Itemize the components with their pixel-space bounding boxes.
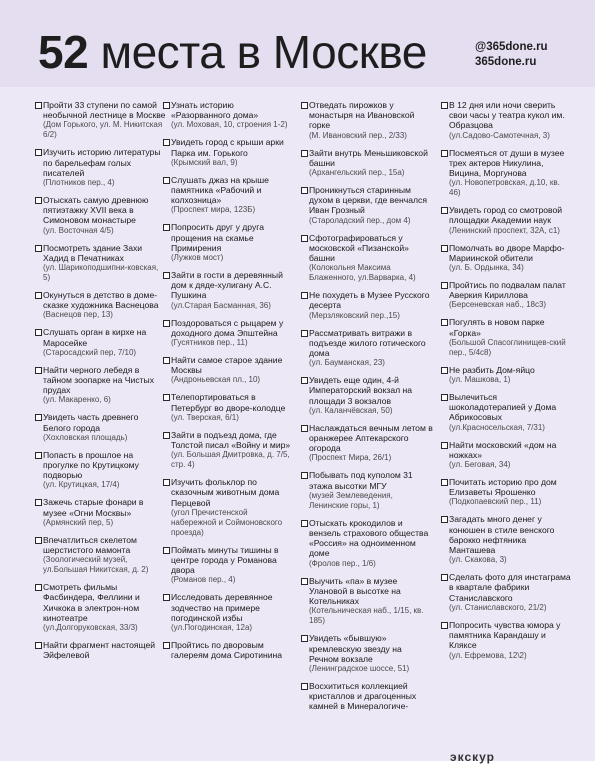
checklist-item [35, 195, 167, 236]
item-text: Слушать джаз на крыше памятника «Рабочий и колхозница» [171, 174, 269, 206]
item-address: (Андроньевская пл., 10) [171, 375, 261, 385]
checkbox[interactable] [301, 187, 308, 194]
checkbox[interactable] [441, 102, 448, 109]
item-address: (ул. Станиславского, 21/2) [449, 602, 547, 612]
item-text: Пройтись по дворовым галереям дома Сиротинина [171, 640, 283, 661]
item-address: (ул. Шарикоподшипни-ковская, 5) [43, 263, 159, 283]
item-text: Найти московский «дом на ножках» [449, 439, 557, 460]
checkbox[interactable] [301, 520, 308, 527]
checkbox[interactable] [163, 177, 170, 184]
checkbox[interactable] [163, 272, 170, 279]
item-address: (Котельническая наб., 1/15, кв. 185) [309, 606, 424, 626]
item-address: (ул.Погодинская, 12а) [171, 623, 253, 633]
checklist-item [163, 640, 295, 660]
checkbox[interactable] [301, 472, 308, 479]
item-text: Слушать орган в кирхе на Маросейке [43, 327, 147, 348]
item-text: Попросить друг у друга прощения на скамье Примирения [171, 222, 264, 253]
item-text: Отведать пирожков у монастыря на Ивановской горке [309, 100, 415, 131]
item-address: (музей Землеведения, Ленинские горы, 1) [309, 490, 393, 510]
item-address: (Армянский пер, 5) [43, 517, 114, 527]
item-address: (Васнецов пер, 13) [43, 310, 113, 320]
item-address: (Архангельский пер., 15а) [309, 168, 405, 178]
item-address: (ул. Восточная 4/5) [43, 225, 114, 235]
item-text: Восхититься коллекцией кристаллов и драгоценных камней в Минералогиче- [309, 680, 417, 712]
checkbox[interactable] [163, 642, 170, 649]
item-address: (Ленинградское шоссе, 51) [309, 663, 410, 673]
checkbox[interactable] [163, 479, 170, 486]
checkbox[interactable] [441, 207, 448, 214]
checklist-item [35, 535, 167, 575]
checklist-item [35, 640, 167, 660]
checkbox[interactable] [441, 282, 448, 289]
checkbox[interactable] [163, 432, 170, 439]
item-text: Вылечиться шоколадотерапией у Дома Абрикосовых [449, 392, 557, 423]
checklist-item [301, 185, 433, 226]
checklist-item [301, 576, 433, 627]
item-text: Увидеть часть древнего Белого города [43, 412, 139, 433]
checklist-item [35, 327, 167, 357]
checkbox[interactable] [301, 377, 308, 384]
item-text: Исследовать деревянное зодчество на примере погодинской избы [171, 592, 273, 623]
item-text: Пройтись по подвалам палат Аверкия Кириллова [449, 280, 566, 301]
item-text: Проникнуться старинным духом в церкви, где венчался Иван Грозный [309, 185, 427, 216]
checklist-item [301, 518, 433, 569]
item-address: (Колокольня Максима Блаженного, ул.Варварка, 4) [309, 263, 416, 283]
checkbox[interactable] [441, 319, 448, 326]
checkbox[interactable] [301, 578, 308, 585]
checkbox[interactable] [35, 329, 42, 336]
checklist-item [301, 470, 433, 510]
item-address: (Плотников пер., 4) [43, 178, 115, 188]
item-text: Увидеть еще один, 4-й Императорский вокзал на площади 3 вокзалов [309, 375, 413, 406]
item-text: Увидеть город с крыши арки Парка им. Горького [171, 137, 284, 158]
checklist-item [301, 423, 433, 464]
checkbox[interactable] [441, 150, 448, 157]
item-text: Смотреть фильмы Фасбиндера, Феллини и Хичкока в электрон-ном кинотеатре [43, 582, 140, 623]
item-text: Найти черного лебедя в тайном зоопарке на Чистых прудах [43, 364, 155, 396]
checklist-item [441, 317, 573, 357]
item-text: Посмеяться от души в музее трех актеров Никулина, Вицина, Моргунова [449, 147, 565, 179]
checkbox[interactable] [301, 683, 308, 690]
header-banner [0, 0, 595, 87]
item-text: Почитать историю про дом Елизаветы Ярошенко [449, 477, 557, 498]
checklist-item [163, 545, 295, 586]
checkbox[interactable] [301, 635, 308, 642]
item-address: (ул.Долгоруковская, 33/3) [43, 623, 138, 633]
checkbox[interactable] [301, 235, 308, 242]
checklist-item [441, 477, 573, 507]
checklist-item [441, 365, 573, 385]
item-text: Увидеть «бывшую» кремлевскую звезду на Речном вокзале [309, 633, 402, 664]
item-text: Отыскать крокодилов и вензель страхового общества «Россия» на одноименном доме [309, 517, 429, 559]
site-handles [475, 40, 548, 70]
item-text: Зайти внутрь Меньшиковской башни [309, 147, 428, 168]
item-address: (Мерзляковский пер.,15) [309, 310, 400, 320]
item-text: Рассматривать витражи в подъезде жилого готического дома [309, 327, 426, 359]
item-address: (ул. Большая Дмитровка, д. 7/5, стр. 4) [171, 450, 290, 470]
checkbox[interactable] [35, 452, 42, 459]
checkbox[interactable] [441, 394, 448, 401]
instagram-handle[interactable]: @365done.ru [475, 41, 548, 53]
title-text: места в Москве [88, 26, 427, 78]
item-address: (Гусятников пер., 11) [171, 338, 248, 348]
item-address: (Романов пер., 4) [171, 575, 236, 585]
item-address: (ул. Крутицкая, 17/4) [43, 480, 120, 490]
checkbox[interactable] [441, 574, 448, 581]
checkbox[interactable] [301, 150, 308, 157]
item-address: (ул. Беговая, 34) [449, 460, 511, 470]
item-address: (Дом Горького, ул. М. Никитская 6/2) [43, 120, 163, 140]
item-text: Изучить фольклор по сказочным животным дома Перцевой [171, 477, 280, 508]
checklist-item [441, 100, 573, 141]
item-address: (Старосадский пер, 7/10) [43, 347, 137, 357]
checklist-item [301, 328, 433, 369]
checkbox[interactable] [35, 245, 42, 252]
item-text: Поймать минуты тишины в центре города у Романова двора [171, 544, 279, 576]
item-text: Найти фрагмент настоящей Эйфелевой [43, 640, 156, 661]
item-address: (М. Ивановский пер., 2/33) [309, 130, 407, 140]
item-text: Пройти 33 ступени по самой необычной лестнице в Москве [43, 100, 166, 121]
item-address: (Староладский пер., дом 4) [309, 215, 411, 225]
checkbox[interactable] [163, 102, 170, 109]
checklist-item [441, 205, 573, 235]
checklist-item [441, 572, 573, 613]
item-text: Найти самое старое здание Москвы [171, 355, 283, 376]
item-text: Отыскать самую древнюю пятиэтажку XVII века в Симоновом монастыре [43, 195, 149, 226]
item-text: В 12 дня или ночи сверить свои часы у театра кукол им. Образцова [449, 100, 565, 131]
checkbox[interactable] [35, 642, 42, 649]
item-text: Зажечь старые фонари в музее «Огни Москвы» [43, 497, 144, 518]
item-address: (ул. Моховая, 10, строения 1-2) [171, 120, 288, 130]
checklist-item [441, 280, 573, 310]
checkbox[interactable] [163, 547, 170, 554]
checkbox[interactable] [35, 584, 42, 591]
item-address: (Ленинский проспект, 32А, с1) [449, 225, 560, 235]
item-text: Наслаждаться вечным летом в оранжерее Аптекарского огорода [309, 422, 433, 454]
checkbox[interactable] [35, 102, 42, 109]
item-address: (ул. Новопетровская, д.10, кв. 46) [449, 178, 560, 198]
item-text: Окунуться в детство в доме-сказке художника Васнецова [43, 290, 159, 311]
site-link[interactable]: 365done.ru [475, 56, 537, 68]
item-text: Попасть в прошлое на прогулке по Крутицкому подворью [43, 449, 139, 481]
item-text: Погулять в новом парке «Горка» [449, 317, 545, 338]
checklist-item [163, 318, 295, 348]
checklist-item [163, 222, 295, 263]
item-text: Посмотреть здание Захи Хадид в Печатниках [43, 242, 143, 263]
item-address: (ул. Каланчёвская, 50) [309, 405, 393, 415]
checklist-item [441, 440, 573, 470]
item-text: Узнать историю «Разорванного дома» [171, 100, 259, 121]
checklist-item [35, 290, 167, 320]
checklist-item [441, 620, 573, 661]
item-text: Впечатлиться скелетом шерстистого мамонта [43, 534, 137, 556]
checkbox[interactable] [163, 139, 170, 146]
item-text: Сделать фото для инстаграма в квартале фабрики Станиславского [449, 572, 571, 603]
checkbox[interactable] [35, 149, 42, 156]
checkbox[interactable] [163, 594, 170, 601]
item-text: Зайти в гости в деревянный дом к дяде-хулигану А.С. Пушкина [171, 270, 283, 301]
checkbox[interactable] [441, 622, 448, 629]
checkbox[interactable] [301, 292, 308, 299]
checklist-column-1 [35, 100, 167, 668]
item-address: (ул.Красносельская, 7/31) [449, 422, 545, 432]
checkbox[interactable] [35, 197, 42, 204]
checkbox[interactable] [163, 320, 170, 327]
checklist-item [35, 243, 167, 283]
item-address: (Берсеневская наб., 18с3) [449, 300, 547, 310]
checklist-column-2 [163, 100, 295, 668]
item-address: (ул. Макаренко, 6) [43, 395, 111, 405]
checkbox[interactable] [301, 330, 308, 337]
item-text: Сфотографироваться у московской «Пизанской» башни [309, 232, 409, 264]
checklist-item [163, 137, 295, 167]
checklist-item [301, 233, 433, 284]
checkbox[interactable] [35, 367, 42, 374]
checklist-item [35, 365, 167, 406]
checklist-item [441, 148, 573, 199]
checklist-item [35, 450, 167, 491]
checklist-item [441, 514, 573, 565]
checkbox[interactable] [35, 292, 42, 299]
item-address: (ул. Тверская, 6/1) [171, 412, 239, 422]
checkbox[interactable] [35, 499, 42, 506]
checklist-item [441, 392, 573, 433]
item-address: (угол Пречистенской набережной и Соймоновского проезда) [171, 507, 283, 537]
checkbox[interactable] [301, 425, 308, 432]
checklist-item [301, 681, 433, 712]
checkbox[interactable] [163, 224, 170, 231]
checkbox[interactable] [163, 357, 170, 364]
checklist-item [301, 290, 433, 320]
checklist-item [163, 175, 295, 216]
checkbox[interactable] [35, 537, 42, 544]
item-address: (Зоологический музей, ул.Большая Никитская, д. 2) [43, 555, 149, 575]
checklist-area [0, 87, 595, 761]
checklist-item [35, 582, 167, 633]
item-address: (Крымский вал, 9) [171, 157, 238, 167]
checklist-column-4 [441, 100, 573, 668]
item-address: (ул. Машкова, 1) [449, 375, 511, 385]
checklist-item [301, 633, 433, 674]
item-address: (ул. Б. Ордынка, 34) [449, 263, 524, 273]
checklist-item [163, 355, 295, 385]
checklist-item [301, 375, 433, 416]
item-text: Загадать много денег у конюшен в стиле венского барокко нефтяника Манташева [449, 514, 555, 556]
item-address: (ул. Скакова, 3) [449, 555, 507, 565]
checkbox[interactable] [441, 245, 448, 252]
item-text: Увидеть город со смотровой площадки Академии наук [449, 205, 563, 226]
item-address: (ул.Садово-Самотечная, 3) [449, 130, 550, 140]
footer-cut-text: экскур [450, 750, 495, 764]
checkbox[interactable] [441, 367, 448, 374]
item-text: Зайти в подъезд дома, где Толстой писал «Войну и мир» [171, 429, 291, 451]
checklist-item [163, 100, 295, 130]
checklist-column-3 [301, 100, 433, 719]
item-text: Попросить чувства юмора у памятника Карандашу и Кляксе [449, 619, 561, 651]
checkbox[interactable] [301, 102, 308, 109]
item-text: Побывать под куполом 31 этажа высотки МГУ [309, 470, 413, 491]
item-address: (Хохловская площадь) [43, 432, 128, 442]
checklist-item [35, 147, 167, 188]
item-text: Не похудеть в Музее Русского десерта [309, 290, 430, 311]
checkbox[interactable] [441, 516, 448, 523]
item-address: (Фролов пер., 1/6) [309, 558, 376, 568]
item-text: Телепортироваться в Петербург во дворе-колодце [171, 392, 286, 413]
item-address: (ул.Старая Басманная, 36) [171, 300, 271, 310]
item-text: Не разбить Дом-яйцо [449, 364, 535, 375]
item-text: Выучить «па» в музее Улановой в высотке на Котельниках [309, 575, 401, 607]
checklist-item [163, 477, 295, 538]
checklist-item [35, 412, 167, 442]
checklist-item [163, 592, 295, 633]
checklist-item [163, 270, 295, 311]
title-number: 52 [38, 26, 89, 78]
item-address: (ул. Бауманская, 23) [309, 358, 385, 368]
item-address: (ул. Ефремова, 12\2) [449, 650, 527, 660]
checklist-item [301, 100, 433, 141]
item-address: (Проспект мира, 123Б) [171, 205, 256, 215]
checklist-item [35, 497, 167, 527]
checkbox[interactable] [163, 394, 170, 401]
page-title [38, 26, 427, 78]
item-text: Поздороваться с рыцарем у доходного дома Эпштейна [171, 317, 284, 338]
checklist-item [301, 148, 433, 178]
item-address: (Проспект Мира, 26/1) [309, 453, 392, 463]
checklist-item [35, 100, 167, 140]
checklist-item [163, 430, 295, 470]
item-address: (Большой Спасоглинищев-ский пер., 5/4с8) [449, 337, 566, 357]
checklist-item [163, 392, 295, 422]
item-text: Помолчать во дворе Марфо-Мариинской обители [449, 242, 565, 263]
item-address: (Подкопаевский пер., 11) [449, 497, 542, 507]
item-address: (Лужков мост) [171, 253, 224, 263]
checkbox[interactable] [35, 414, 42, 421]
item-text: Изучить историю литературы по барельефам голых писателей [43, 147, 161, 178]
checkbox[interactable] [441, 442, 448, 449]
checkbox[interactable] [441, 479, 448, 486]
checklist-item [441, 243, 573, 273]
